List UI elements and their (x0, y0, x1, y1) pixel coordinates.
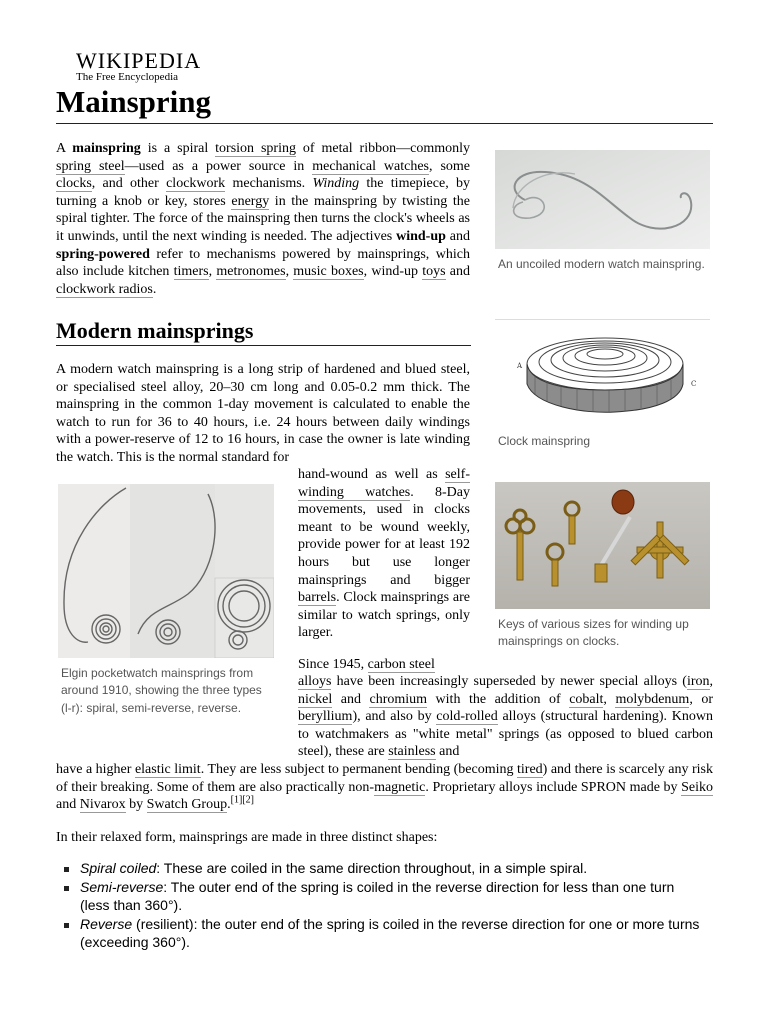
page-title: Mainspring (56, 84, 212, 119)
link-magnetic[interactable]: magnetic (374, 779, 426, 795)
clock-label-a: A (517, 362, 523, 370)
text-run: . 8-Day movements, used in clocks meant to be wound weekly, provide power for at least 192 hours but use longer mainsprings and bigger (298, 484, 470, 588)
figure-winding-keys (495, 482, 710, 651)
link-toys[interactable]: toys (422, 264, 446, 280)
link-barrels[interactable]: barrels (298, 590, 337, 606)
text-run: and (445, 264, 470, 280)
elgin-caption: Elgin pocketwatch mainsprings from around 1910, showing the three types (l-r): spiral, semi-reverse, reverse. (61, 666, 262, 715)
text-run: . They are less subject to permanent bending (becoming (200, 762, 518, 777)
link-torsion-spring[interactable]: torsion spring (215, 141, 296, 156)
uncoiled-mainspring-image[interactable] (495, 150, 710, 249)
figure-uncoiled-mainspring (495, 150, 710, 273)
link-swatch-group[interactable]: Swatch Group (146, 797, 228, 813)
modern-paragraph-2-middle (298, 673, 713, 761)
text-run: , some (429, 158, 471, 174)
citation-references[interactable]: [1][2] (230, 794, 254, 806)
clock-caption: Clock mainspring (498, 434, 591, 448)
text-run: , (603, 691, 616, 707)
figure-divider (495, 319, 710, 320)
text-run: Since 1945, (298, 657, 368, 672)
modern-paragraph-1-continued (298, 466, 470, 642)
uncoiled-caption: An uncoiled modern watch mainspring. (498, 257, 705, 271)
link-timers[interactable]: timers (173, 264, 209, 280)
text-run: , and other (91, 176, 167, 192)
text-run: by (125, 797, 147, 813)
section-heading-modern-mainsprings: Modern mainsprings (56, 318, 254, 343)
link-mechanical-watches[interactable]: mechanical watches (312, 158, 430, 174)
list-item-semi-reverse (80, 879, 713, 914)
text-run: A (56, 141, 73, 156)
text-run: hand-wound as well as (298, 467, 446, 482)
link-music-boxes[interactable]: music boxes (293, 264, 364, 280)
link-stainless[interactable]: stainless (388, 744, 436, 760)
link-tired[interactable]: tired (517, 762, 543, 777)
text-run: mechanisms. (225, 176, 313, 192)
link-clocks[interactable]: clocks (56, 176, 92, 192)
text-run: and (332, 691, 370, 707)
clock-mainspring-image[interactable] (495, 322, 710, 425)
text-run: (resilient): the outer end of the spring is coiled in the reverse direction for one or more turns (exceeding 360°). (80, 916, 700, 950)
link-metronomes[interactable]: metronomes (216, 264, 286, 280)
figure-clock-mainspring (495, 322, 710, 450)
text-run: In their relaxed form, mainsprings are made in three distinct shapes: (56, 830, 438, 845)
link-alloys[interactable]: alloys (298, 674, 332, 689)
logo-wordmark: WIKIPEDIA (76, 48, 202, 73)
modern-paragraph-2-start (298, 656, 470, 674)
text-run: have been increasingly superseded by newer special alloys ( (331, 674, 687, 689)
winding-keys-image[interactable] (495, 482, 710, 609)
text-run: . Clock mainsprings are similar to watch springs, only larger. (298, 590, 470, 641)
link-chromium[interactable]: chromium (369, 691, 428, 707)
link-iron[interactable]: iron (686, 674, 710, 689)
clock-label-c: C (691, 380, 697, 388)
text-run: refer to mechanisms powered by mainsprings, which also include kitchen (56, 246, 470, 280)
link-energy[interactable]: energy (231, 193, 270, 209)
text-run: and (56, 797, 80, 813)
logo-tagline: The Free Encyclopedia (76, 71, 179, 83)
list-item-spiral-coiled (80, 860, 713, 877)
link-clockwork[interactable]: clockwork (166, 176, 226, 192)
italic-term: Spiral coiled (80, 860, 157, 876)
intro-paragraph (56, 140, 470, 298)
text-run: ) and there is scarcely any risk of their breaking. Some of them are also practically non- (56, 762, 714, 795)
text-run: , (709, 674, 713, 689)
link-elastic-limit[interactable]: elastic limit (134, 762, 201, 777)
text-run: : These are coiled in the same direction throughout, in a simple spiral. (156, 860, 588, 876)
text-run: , wind-up (363, 264, 423, 280)
italic-term: Reverse (80, 916, 133, 933)
modern-paragraph-1 (56, 361, 470, 467)
text-run: . (152, 281, 157, 297)
link-cobalt[interactable]: cobalt (569, 691, 604, 707)
bold-term: spring-powered (56, 246, 150, 262)
link-seiko[interactable]: Seiko (681, 779, 713, 795)
text-run: : The outer end of the spring is coiled in the reverse direction for less than one turn (less than 360°). (80, 879, 675, 913)
list-item-reverse (80, 916, 713, 951)
link-beryllium[interactable]: beryllium (298, 709, 353, 725)
text-run: , (285, 264, 294, 280)
wikipedia-logo[interactable] (76, 50, 201, 83)
section-divider (56, 345, 471, 346)
link-nickel[interactable]: nickel (298, 691, 333, 707)
link-nivarox[interactable]: Nivarox (79, 797, 126, 813)
text-run: . Proprietary alloys include SPRON made by (425, 779, 682, 795)
link-carbon-steel[interactable]: carbon steel (367, 657, 435, 672)
keys-caption: Keys of various sizes for winding up mainsprings on clocks. (498, 617, 689, 649)
bold-term: wind-up (396, 228, 446, 244)
link-cold-rolled[interactable]: cold-rolled (436, 709, 498, 725)
text-run: in the mainspring by twisting the spiral tighter. The force of the mainspring then turns the clock's wheels as it unwinds, until the next winding is needed. The adjectives (56, 193, 470, 244)
link-spring-steel[interactable]: spring steel (56, 158, 125, 174)
bold-term: mainspring (72, 141, 141, 156)
elgin-mainsprings-image[interactable] (58, 484, 274, 658)
text-run: , (208, 264, 217, 280)
text-run: the timepiece, by turning a knob or key, stores (56, 176, 470, 209)
text-run: with the addition of (427, 691, 570, 707)
title-divider (56, 123, 713, 124)
text-run: A modern watch mainspring is a long strip of hardened and blued steel, or specialised steel alloy, 20–30 cm long and 0.05-0.2 mm thick. The mainspring in the common 1-day movement is calculated to enable the watch to run for 36 to 40 hours, i.e. 24 hours between daily windings with a power-reserve of 12 to 16 hours, in case the owner is late winding the watch. This is the normal standard for (56, 362, 470, 465)
text-run: —used as a power source in (124, 158, 313, 174)
mainspring-shapes-list (56, 860, 713, 953)
text-run: alloys (structural hardening). Known to watchmakers as "white metal" springs (as opposed to blued carbon steel), these are (298, 709, 713, 760)
relaxed-form-paragraph (56, 829, 713, 847)
figure-elgin-mainsprings (58, 484, 274, 717)
text-run: and (435, 744, 460, 760)
text-run: , or (689, 691, 714, 707)
text-run: . (227, 797, 231, 813)
italic-term: Winding (312, 176, 360, 192)
text-run: have a higher (56, 762, 135, 777)
link-clockwork-radios[interactable]: clockwork radios (56, 281, 153, 297)
text-run: and (445, 228, 470, 244)
link-self-winding-watches[interactable]: self-winding watches (298, 467, 470, 500)
italic-term: Semi-reverse (80, 879, 164, 896)
text-run: is a spiral (140, 141, 216, 156)
link-molybdenum[interactable]: molybdenum (615, 691, 690, 707)
text-run: ), and also by (352, 709, 437, 725)
text-run: of metal ribbon—commonly (295, 141, 470, 156)
modern-paragraph-2-end (56, 761, 713, 814)
